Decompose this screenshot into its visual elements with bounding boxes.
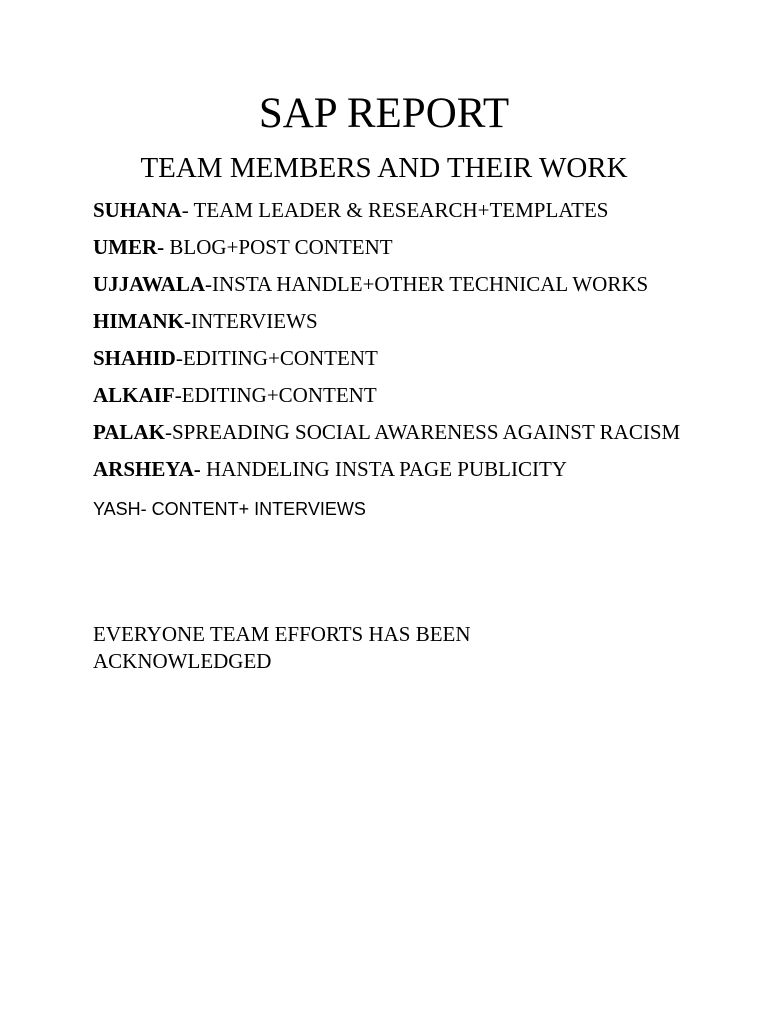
member-name: SHAHID [93, 346, 176, 370]
member-item-palak [93, 419, 693, 446]
member-name: PALAK [93, 420, 165, 444]
member-item-umer [93, 234, 693, 261]
member-item-arsheya [93, 456, 693, 483]
member-item-alkaif [93, 382, 693, 409]
member-role: HANDELING INSTA PAGE PUBLICITY [200, 457, 567, 481]
member-role: -SPREADING SOCIAL AWARENESS AGAINST RACISM [164, 420, 681, 444]
acknowledgement-text: EVERYONE TEAM EFFORTS HAS BEEN ACKNOWLEDGED [93, 622, 471, 673]
member-name: SUHANA [93, 198, 182, 222]
member-role: -INSTA HANDLE+OTHER TECHNICAL WORKS [205, 272, 649, 296]
member-name: UJJAWALA [93, 272, 206, 296]
member-text: YASH- CONTENT+ INTERVIEWS [93, 499, 366, 519]
member-name: ALKAIF [93, 383, 175, 407]
member-item-suhana [93, 197, 693, 224]
member-name: ARSHEYA- [93, 457, 201, 481]
member-item-yash [93, 497, 693, 521]
member-role: BLOG+POST CONTENT [164, 235, 393, 259]
member-name: UMER- [93, 235, 165, 259]
member-role: -INTERVIEWS [184, 309, 318, 333]
member-item-himank [93, 308, 693, 335]
document-subtitle: TEAM MEMBERS AND THEIR WORK [140, 152, 628, 184]
member-name: HIMANK [93, 309, 184, 333]
member-role: -EDITING+CONTENT [174, 383, 377, 407]
member-item-shahid [93, 345, 693, 372]
document-title: SAP REPORT [258, 90, 510, 137]
member-role: - TEAM LEADER & RESEARCH+TEMPLATES [181, 198, 609, 222]
team-member-list [93, 197, 693, 531]
member-role: -EDITING+CONTENT [175, 346, 378, 370]
member-item-ujjawala [93, 271, 693, 298]
